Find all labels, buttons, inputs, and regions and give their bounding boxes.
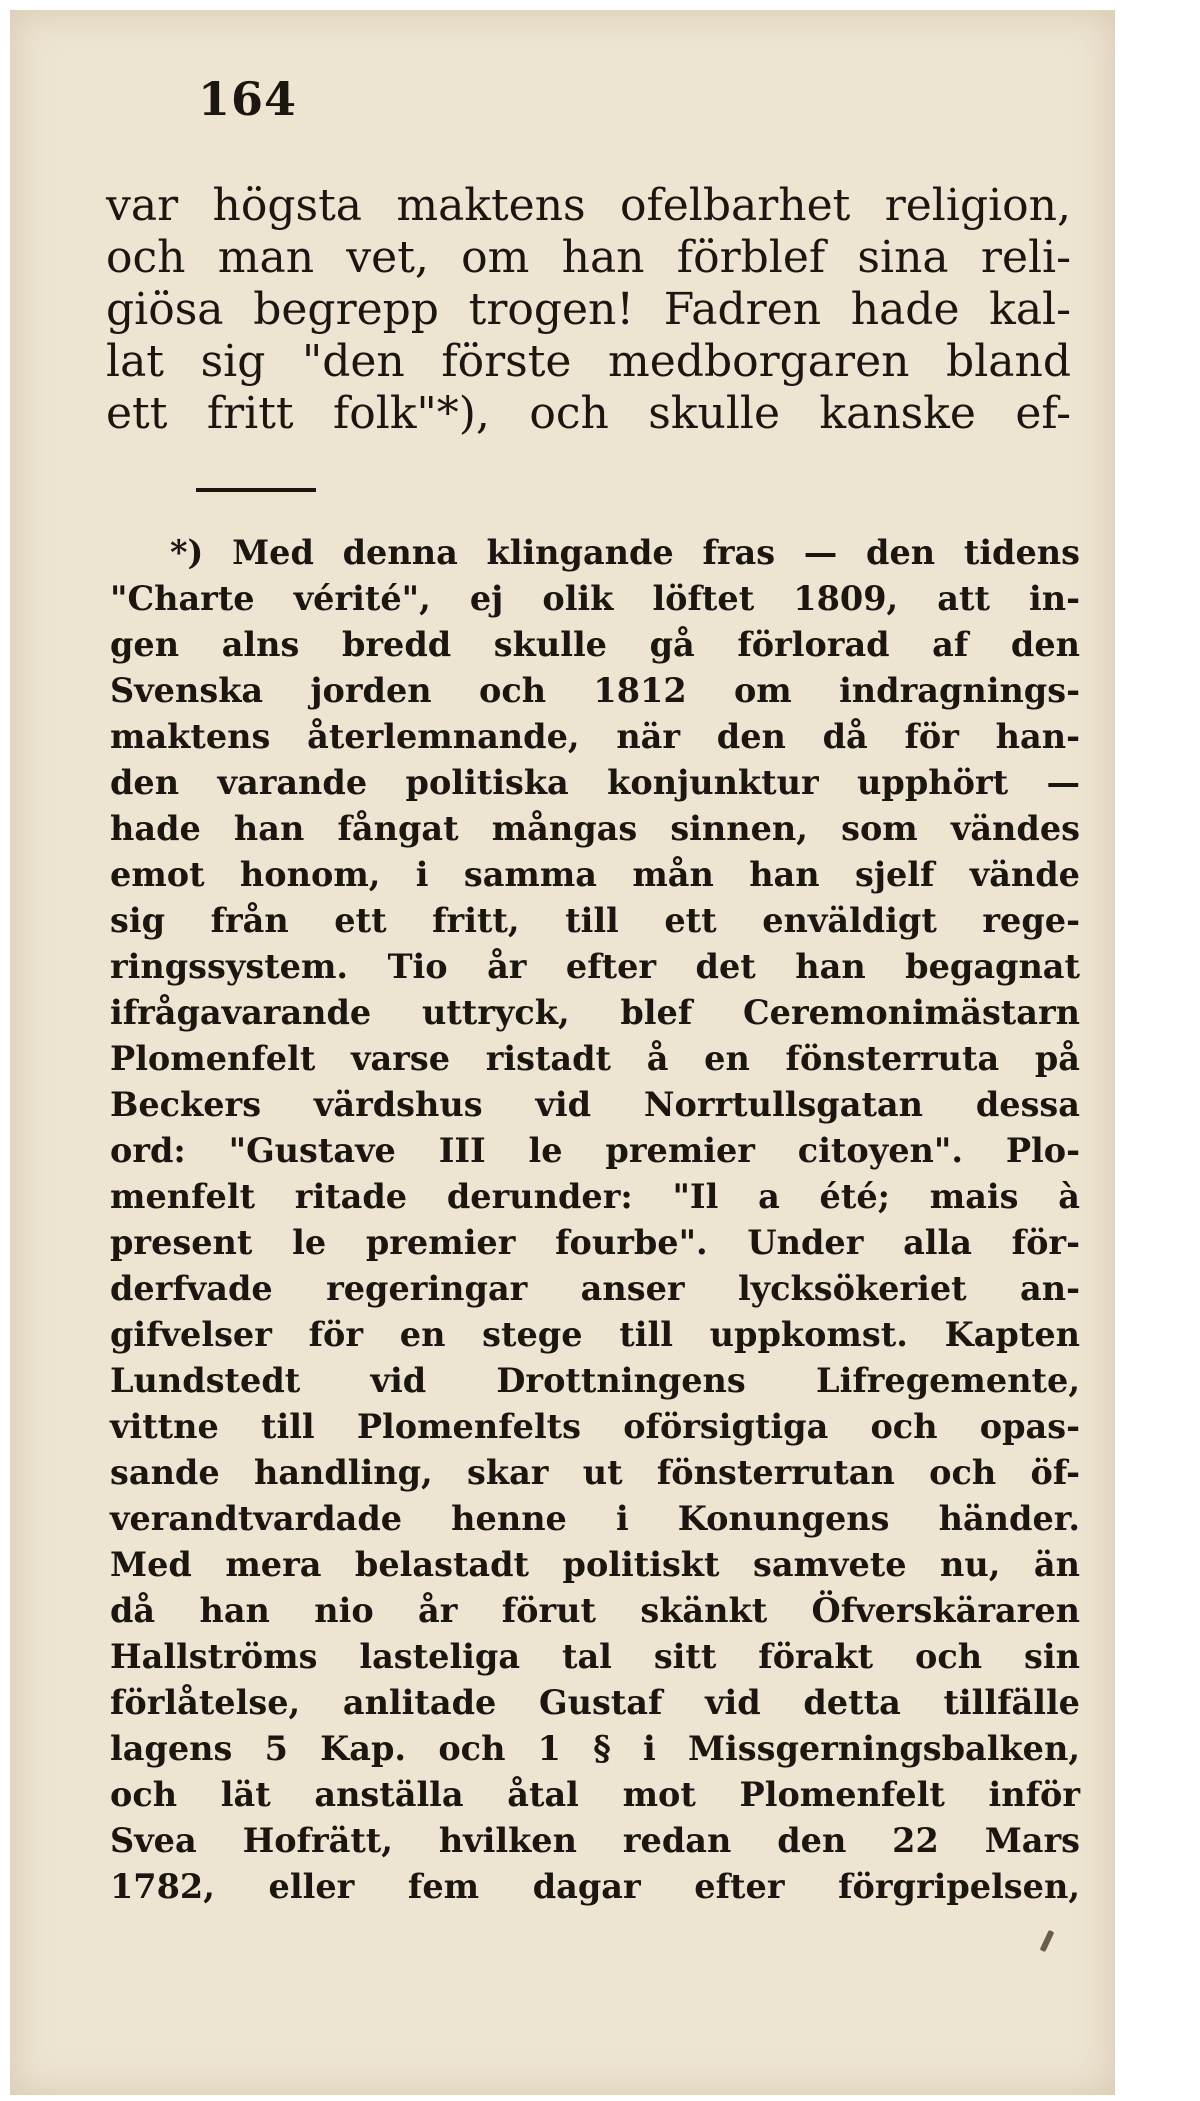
footnote-line: 1782, eller fem dagar efter förgripelsen,	[110, 1867, 1080, 1906]
footnote-line: och lät anställa åtal mot Plomenfelt inför	[110, 1775, 1080, 1814]
text-line: ett fritt folk"*), och skulle kanske ef-	[106, 388, 1071, 439]
text-line: lat sig "den förste medborgaren bland	[106, 336, 1071, 387]
footnote-line: Lundstedt vid Drottningens Lifregemente,	[110, 1361, 1080, 1400]
text-line: och man vet, om han förblef sina reli-	[106, 232, 1071, 283]
footnote-line: ord: "Gustave III le premier citoyen". Plo-	[110, 1131, 1080, 1170]
footnote-line: sande handling, skar ut fönsterrutan och öf-	[110, 1453, 1080, 1492]
footnote-line: Plomenfelt varse ristadt å en fönsterruta på	[110, 1039, 1080, 1078]
text-line: var högsta maktens ofelbarhet religion,	[106, 180, 1071, 231]
footnote-line: gen alns bredd skulle gå förlorad af den	[110, 625, 1080, 664]
footnote-line: lagens 5 Kap. och 1 § i Missgerningsbalken,	[110, 1729, 1080, 1768]
ink-mark	[1040, 1930, 1055, 1952]
footnote-line: emot honom, i samma mån han sjelf vände	[110, 855, 1080, 894]
footnote-line: ringssystem. Tio år efter det han begagnat	[110, 947, 1080, 986]
footnote-line: vittne till Plomenfelts oförsigtiga och opas-	[110, 1407, 1080, 1446]
footnote-line: "Charte vérité", ej olik löftet 1809, att in-	[110, 579, 1080, 618]
footnote-line: derfvade regeringar anser lycksökeriet an-	[110, 1269, 1080, 1308]
footnote-line: sig från ett fritt, till ett enväldigt rege-	[110, 901, 1080, 940]
footnote-line: Svenska jorden och 1812 om indragnings-	[110, 671, 1080, 710]
footnote-divider	[196, 488, 316, 492]
main-text	[106, 180, 1071, 440]
footnote-line: verandtvardade henne i Konungens händer.	[110, 1499, 1080, 1538]
footnote-line: present le premier fourbe". Under alla för-	[110, 1223, 1080, 1262]
footnote-line: Svea Hofrätt, hvilken redan den 22 Mars	[110, 1821, 1080, 1860]
footnote-line: ifrågavarande uttryck, blef Ceremonimästarn	[110, 993, 1080, 1032]
page-number: 164	[198, 72, 298, 126]
footnote-line: förlåtelse, anlitade Gustaf vid detta tillfälle	[110, 1683, 1080, 1722]
book-page	[10, 10, 1115, 2095]
footnote-line: Hallströms lasteliga tal sitt förakt och sin	[110, 1637, 1080, 1676]
footnote-line: maktens återlemnande, när den då för han-	[110, 717, 1080, 756]
footnote-line: *) Med denna klingande fras — den tidens	[170, 533, 1080, 572]
footnote-line: Med mera belastadt politiskt samvete nu, än	[110, 1545, 1080, 1584]
text-line: giösa begrepp trogen! Fadren hade kal-	[106, 284, 1071, 335]
footnote-line: menfelt ritade derunder: "Il a été; mais à	[110, 1177, 1080, 1216]
footnote-line: då han nio år förut skänkt Öfverskäraren	[110, 1591, 1080, 1630]
footnote-line: gifvelser för en stege till uppkomst. Kapten	[110, 1315, 1080, 1354]
footnote-line: Beckers värdshus vid Norrtullsgatan dessa	[110, 1085, 1080, 1124]
footnote-line: hade han fångat mångas sinnen, som vändes	[110, 809, 1080, 848]
footnote	[110, 530, 1080, 1910]
footnote-line: den varande politiska konjunktur upphört —	[110, 763, 1080, 802]
